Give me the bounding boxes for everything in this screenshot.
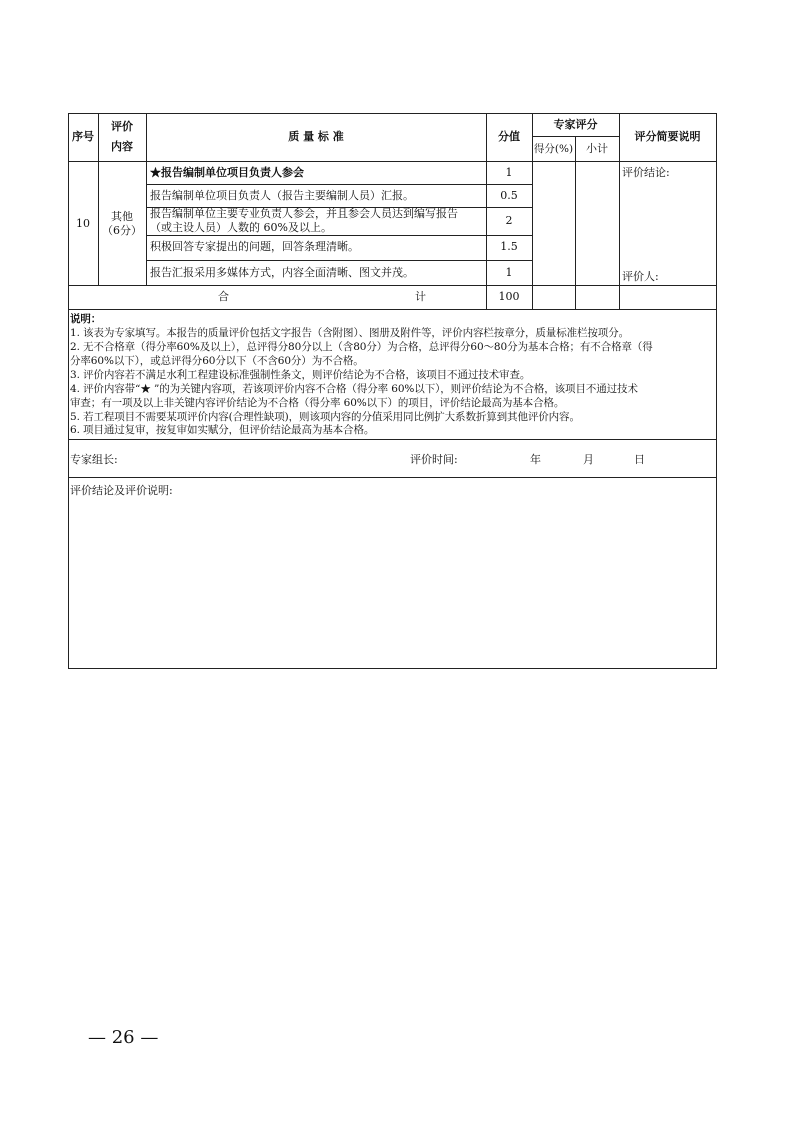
conclusion-label: 评价结论:	[622, 166, 670, 179]
table-border-right	[716, 113, 717, 669]
header-standard: 质 量 标 准	[288, 130, 344, 143]
page-number: — 26 —	[88, 1027, 159, 1048]
note-line-3: 分率60%以下），或总评得分60分以下（不含60分）为不合格。	[70, 355, 364, 367]
signature-bottom-line	[68, 477, 717, 478]
year-label: 年	[530, 453, 541, 466]
notes-bottom-line	[68, 439, 717, 440]
time-label: 评价时间:	[410, 453, 458, 466]
standard-row-5: 报告汇报采用多媒体方式，内容全面清晰、图文并茂。	[150, 266, 414, 279]
col-line-pct	[575, 136, 576, 310]
score-row-4: 1.5	[500, 240, 518, 253]
expert-score-divider	[532, 136, 620, 137]
score-row-1: 1	[505, 166, 513, 179]
header-subtotal: 小计	[586, 142, 608, 155]
note-line-7: 5. 若工程项目不需要某项评价内容(合理性缺项)，则该项内容的分值采用同比例扩大系数折算到其他评价内容。	[70, 411, 580, 423]
standard-row-3-line2: （或主设人员）人数的 60%及以上。	[150, 221, 332, 234]
header-remarks: 评分简要说明	[634, 130, 701, 143]
header-expert-score: 专家评分	[553, 118, 598, 131]
row-line-3	[146, 235, 533, 236]
standard-row-2: 报告编制单位项目负责人（报告主要编制人员）汇报。	[150, 189, 414, 202]
row-line-4	[146, 260, 533, 261]
evaluator-label: 评价人:	[622, 270, 659, 283]
total-label-right: 计	[415, 290, 426, 303]
section-seq: 10	[76, 217, 90, 230]
note-line-1: 1. 该表为专家填写。本报告的质量评价包括文字报告（含附图）、图册及附件等，评价内容栏按章分，质量标准栏按项分。	[70, 327, 630, 339]
table-border-bottom	[68, 668, 717, 669]
table-border-left	[68, 113, 69, 669]
note-line-6: 审查；有一项及以上非关键内容评价结论为不合格（得分率 60%以下）的项目，评价结论最高为基本合格。	[70, 397, 565, 409]
leader-label: 专家组长:	[70, 453, 118, 466]
header-score: 分值	[498, 130, 520, 143]
note-line-8: 6. 项目通过复审，按复审如实赋分，但评价结论最高为基本合格。	[70, 424, 375, 436]
row-line-1	[146, 184, 533, 185]
section-content-line1: 其他	[111, 210, 133, 223]
header-seq: 序号	[72, 130, 94, 143]
header-content-line1: 评价	[111, 120, 133, 133]
header-score-pct: 得分(%)	[533, 143, 574, 155]
standard-row-4: 积极回答专家提出的问题，回答条理清晰。	[150, 240, 359, 253]
standard-row-3-line1: 报告编制单位主要专业负责人参会，并且参会人员达到编写报告	[150, 207, 458, 220]
col-line-seq	[98, 113, 99, 286]
note-line-4: 3. 评价内容若不满足水利工程建设标准强制性条文，则评价结论为不合格，该项目不通过技术审查。	[70, 369, 531, 381]
day-label: 日	[634, 453, 645, 466]
score-row-2: 0.5	[500, 189, 518, 202]
total-label-left: 合	[218, 290, 229, 303]
conclusion-box-label: 评价结论及评价说明:	[70, 484, 173, 497]
note-line-2: 2. 无不合格章（得分率60%及以上），总评得分80分以上（含80分）为合格，总评得分60～80分为基本合格；有不合格章（得	[70, 341, 653, 353]
note-line-5: 4. 评价内容带“★ ”的为关键内容项，若该项评价内容不合格（得分率 60%以下），则评价结论为不合格，该项目不通过技术	[70, 383, 638, 395]
score-row-3: 2	[505, 214, 513, 227]
notes-title: 说明：	[70, 313, 102, 325]
section-content-line2: （6分）	[102, 224, 142, 237]
standard-row-1: ★报告编制单位项目负责人参会	[150, 166, 304, 179]
total-score: 100	[498, 290, 520, 303]
month-label: 月	[583, 453, 594, 466]
header-content-line2: 内容	[111, 140, 133, 153]
score-row-5: 1	[505, 266, 513, 279]
